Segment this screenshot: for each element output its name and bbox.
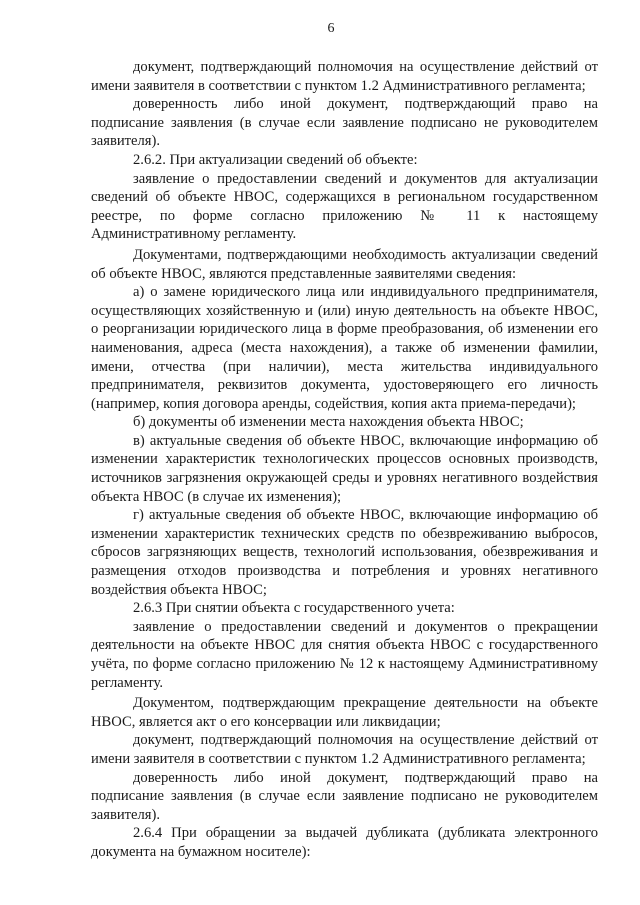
paragraph-deregistration-application: заявление о предоставлении сведений и документов о прекращении деятельности на объекте НВОС для снятия объекта НВОС с государственного учёта, по форме согласно приложению № 12 к настоящему Административному регламенту. xyxy=(91,618,598,691)
list-item-a: а) о замене юридического лица или индивидуального предпринимателя, осуществляющих хозяйственную и (или) иную деятельность на объекте НВОС, о реорганизации юридического лица в форме преобразования, об изменении его наименования, адреса (места нахождения), а также об изменении фамилии, имени, отчества (при наличии), места жительства индивидуального предпринимателя, реквизитов документа, удостоверяющего его личность (например, копия договора аренды, содействия, копия акта приема-передачи); xyxy=(91,284,598,412)
paragraph-power-of-attorney: доверенность либо иной документ, подтверждающий право на подписание заявления (в случае если заявление подписано не руководителем заявителя). xyxy=(91,96,598,150)
document-body xyxy=(91,58,598,862)
paragraph-power-of-attorney-2: доверенность либо иной документ, подтверждающий право на подписание заявления (в случае если заявление подписано не руководителем заявителя). xyxy=(91,769,598,823)
paragraph-conservation-act: Документом, подтверждающим прекращение деятельности на объекте НВОС, является акт о его консервации или ликвидации; xyxy=(91,695,598,730)
page-number: 6 xyxy=(327,21,335,36)
paragraph-authority-document-2: документ, подтверждающий полномочия на осуществление действий от имени заявителя в соответствии с пунктом 1.2 Административного регламента; xyxy=(91,732,598,767)
paragraph-update-documents: Документами, подтверждающими необходимость актуализации сведений об объекте НВОС, являются представленные заявителями сведения: xyxy=(91,246,598,282)
paragraph-authority-document: документ, подтверждающий полномочия на осуществление действий от имени заявителя в соответствии с пунктом 1.2 Административного регламента; xyxy=(91,59,598,94)
section-2-6-4-heading: 2.6.4 При обращении за выдачей дубликата (дубликата электронного документа на бумажном носителе): xyxy=(91,825,598,860)
paragraph-update-application: заявление о предоставлении сведений и документов для актуализации сведений об объекте НВОС, содержащихся в региональном государственном реестре, по форме согласно приложению № 11 к настоящему Административному регламенту. xyxy=(91,170,598,243)
section-2-6-2-heading: 2.6.2. При актуализации сведений об объекте: xyxy=(133,151,418,168)
list-item-b: б) документы об изменении места нахождения объекта НВОС; xyxy=(133,414,524,431)
section-2-6-3-heading: 2.6.3 При снятии объекта с государственного учета: xyxy=(133,600,455,617)
list-item-v: в) актуальные сведения об объекте НВОС, включающие информацию об изменении характеристик технологических процессов основных производств, источников загрязнения окружающей среды и уровнях негативного воздействия объекта НВОС (в случае их изменения); xyxy=(91,432,598,505)
list-item-g: г) актуальные сведения об объекте НВОС, включающие информацию об изменении характеристик технических средств по обезвреживанию выбросов, сбросов загрязняющих веществ, технологий использования, обезвреживания и размещения отходов производства и потребления и уровнях негативного воздействия объекта НВОС; xyxy=(91,507,598,598)
